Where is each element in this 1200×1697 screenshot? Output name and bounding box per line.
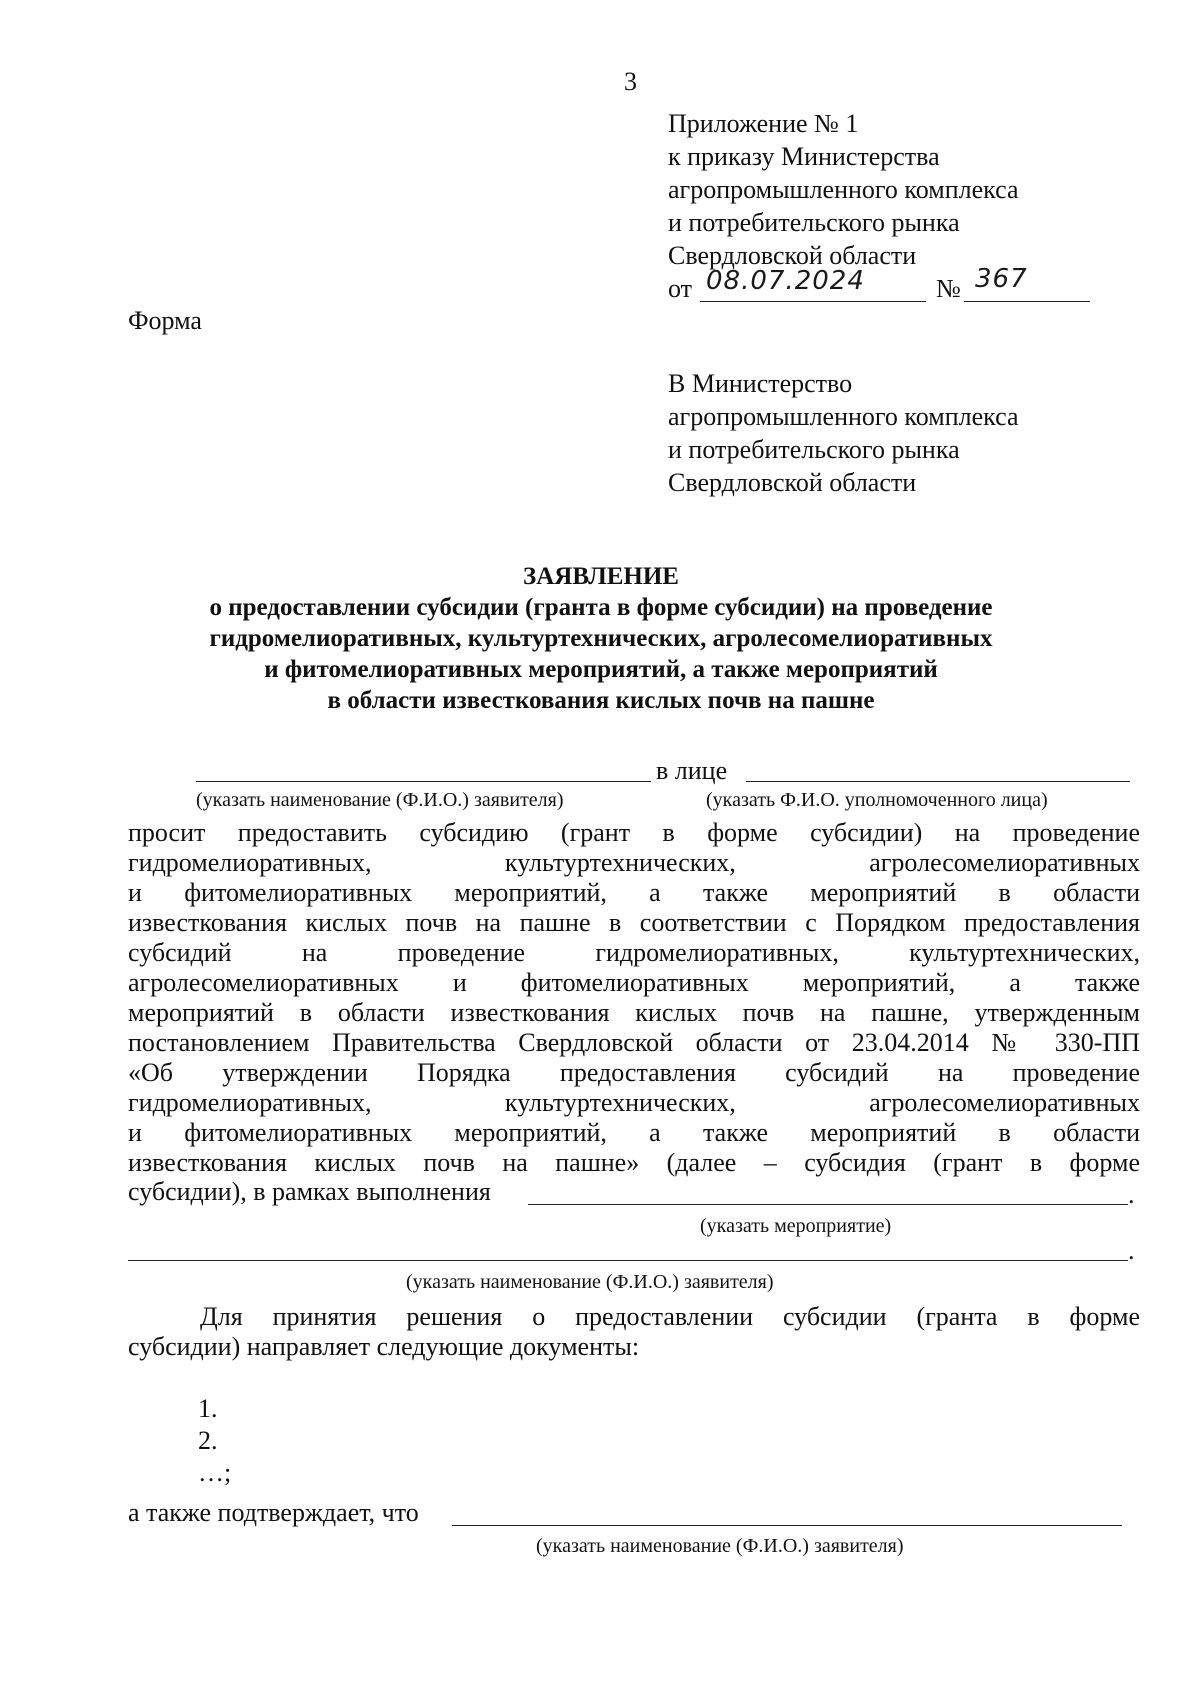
page-number: 3 — [624, 67, 637, 96]
hint-applicant: (указать наименование (Ф.И.О.) заявителя) — [196, 789, 564, 811]
body-line: и фитомелиоративных мероприятий, а также мероприятий в области — [128, 1118, 1140, 1147]
document-item-1: 1. — [198, 1394, 218, 1423]
documents-line-1: Для принятия решения о предоставлении субсидии (гранта в форме — [200, 1302, 1140, 1331]
body-line: субсидий на проведение гидромелиоративных, культуртехнических, — [128, 938, 1140, 967]
body-line: гидромелиоративных, культуртехнических, агролесомелиоративных — [128, 1088, 1140, 1117]
title-heading: ЗАЯВЛЕНИЕ — [523, 563, 679, 590]
applicant-second-blank-period: . — [1128, 1236, 1135, 1265]
body-line: гидромелиоративных, культуртехнических, агролесомелиоративных — [128, 848, 1140, 877]
hint-applicant-3: (указать наименование (Ф.И.О.) заявителя) — [536, 1535, 904, 1557]
addressee-line-4: Свердловской области — [668, 468, 917, 497]
document-item-2: 2. — [198, 1426, 218, 1455]
event-blank-period: . — [1128, 1180, 1135, 1209]
addressee-line-2: агропромышленного комплекса — [668, 402, 1019, 431]
event-blank — [528, 1204, 1128, 1205]
confirm-applicant-blank — [452, 1525, 1122, 1526]
appendix-line-4: и потребительского рынка — [668, 208, 960, 237]
body-paragraph — [128, 818, 1140, 1178]
applicant-second-blank — [128, 1260, 1128, 1261]
title-line-1: о предоставлении субсидии (гранта в форме субсидии) на проведение — [209, 594, 993, 621]
body-line: и фитомелиоративных мероприятий, а также мероприятий в области — [128, 878, 1140, 907]
applicant-name-blank — [196, 781, 651, 782]
in-person-label: в лице — [656, 756, 728, 785]
title-line-2: гидромелиоративных, культуртехнических, агролесомелиоративных — [209, 625, 993, 652]
documents-line-2: субсидии) направляет следующие документы: — [128, 1332, 640, 1361]
execution-text: субсидии), в рамках выполнения — [128, 1177, 491, 1206]
body-line: известкования кислых почв на пашне» (далее – субсидия (грант в форме — [128, 1148, 1140, 1177]
appendix-number-handwritten: 367 — [975, 264, 1028, 294]
appendix-date-prefix: от — [668, 274, 693, 303]
body-line: постановлением Правительства Свердловской области от 23.04.2014 № 330-ПП — [128, 1028, 1140, 1057]
title-line-4: в области известкования кислых почв на пашне — [327, 687, 875, 714]
appendix-line-1: Приложение № 1 — [668, 109, 859, 138]
hint-event: (указать мероприятие) — [700, 1215, 892, 1237]
form-label: Форма — [128, 306, 202, 335]
number-underline — [964, 301, 1090, 302]
hint-applicant-2: (указать наименование (Ф.И.О.) заявителя) — [406, 1271, 774, 1293]
addressee-line-1: В Министерство — [668, 369, 853, 398]
representative-name-blank — [746, 781, 1130, 782]
hint-representative: (указать Ф.И.О. уполномоченного лица) — [706, 789, 1048, 811]
documents-paragraph — [128, 1302, 1140, 1362]
body-line: «Об утверждении Порядка предоставления субсидий на проведение — [128, 1058, 1140, 1087]
document-title — [120, 561, 1082, 716]
title-line-3: и фитомелиоративных мероприятий, а также мероприятий — [264, 656, 938, 683]
appendix-date-handwritten: 08.07.2024 — [706, 266, 865, 296]
appendix-line-5: Свердловской области — [668, 241, 917, 270]
body-line: агролесомелиоративных и фитомелиоративных мероприятий, а также — [128, 968, 1140, 997]
body-line: мероприятий в области известкования кислых почв на пашне, утвержденным — [128, 998, 1140, 1027]
date-underline — [700, 301, 926, 302]
appendix-line-2: к приказу Министерства — [668, 142, 940, 171]
body-line: просит предоставить субсидию (грант в форме субсидии) на проведение — [128, 818, 1140, 847]
appendix-line-3: агропромышленного комплекса — [668, 175, 1019, 204]
document-item-3: …; — [198, 1458, 232, 1487]
body-line: известкования кислых почв на пашне в соответствии с Порядком предоставления — [128, 908, 1140, 937]
appendix-number-prefix: № — [936, 274, 961, 303]
confirm-text: а также подтверждает, что — [128, 1498, 419, 1527]
addressee-line-3: и потребительского рынка — [668, 435, 960, 464]
